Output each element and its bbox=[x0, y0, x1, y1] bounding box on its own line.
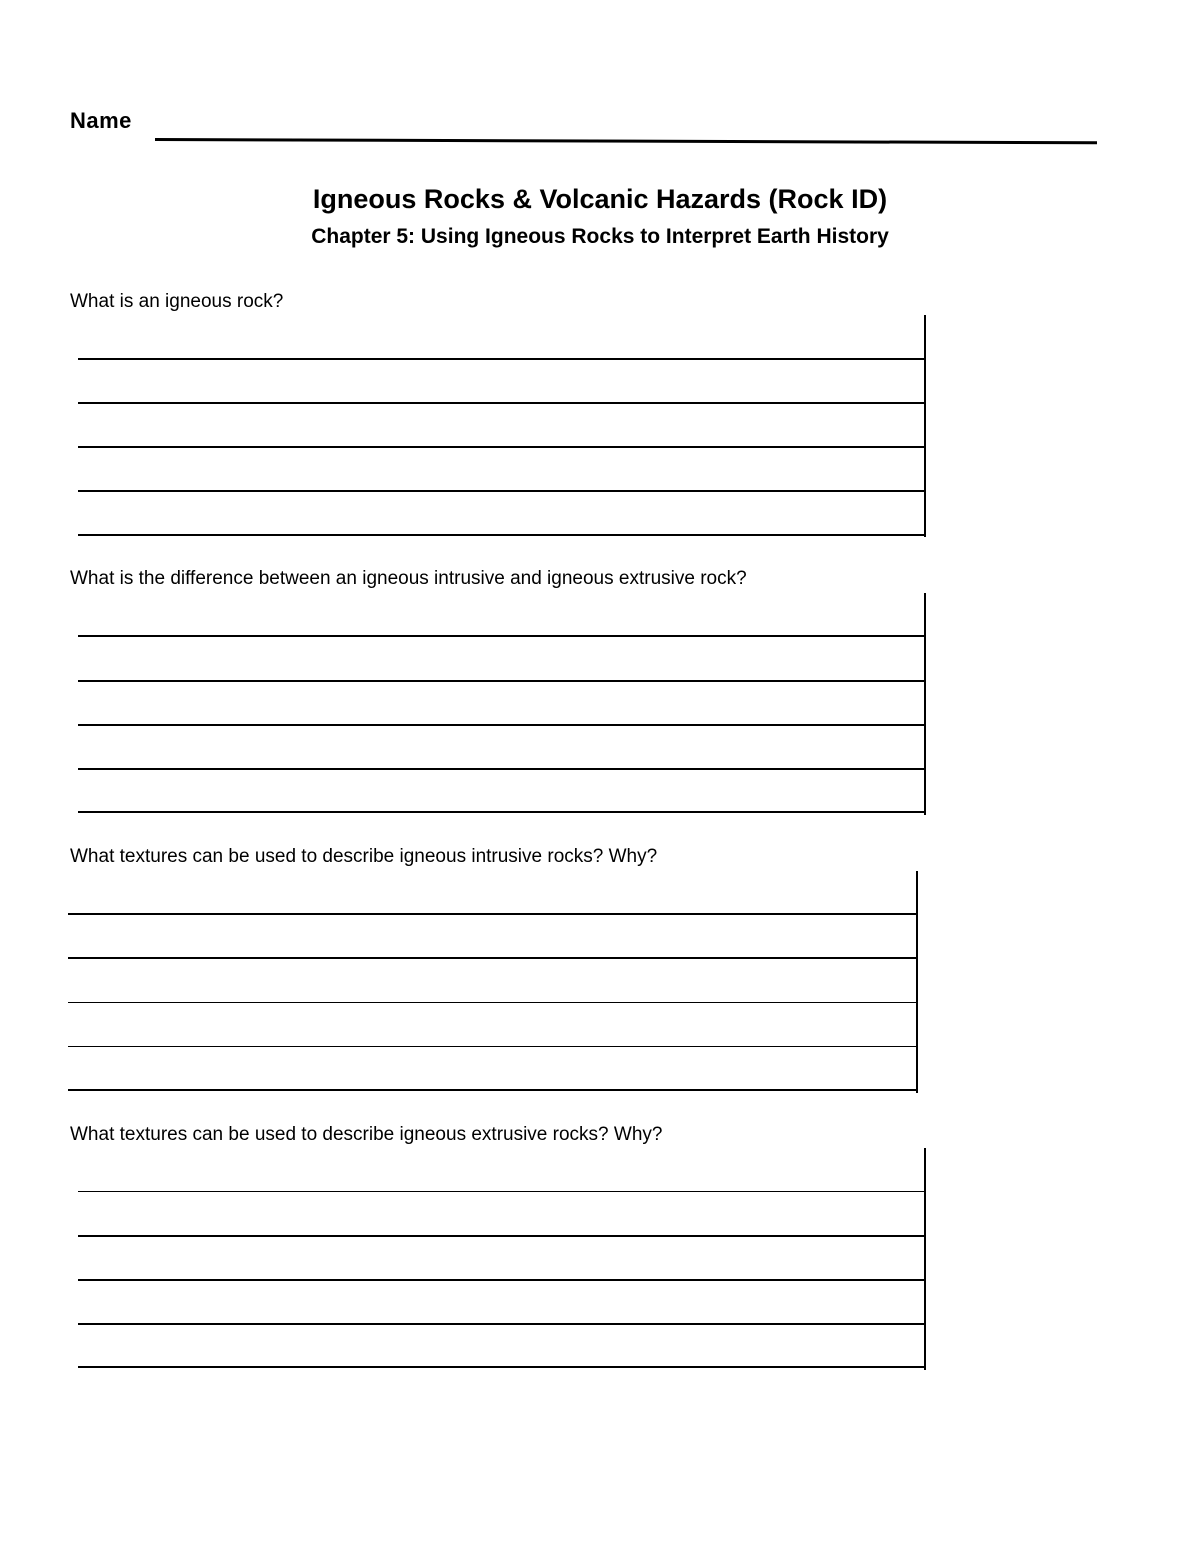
answer-area-1[interactable] bbox=[78, 315, 926, 537]
answer-line[interactable] bbox=[78, 635, 926, 637]
answer-line[interactable] bbox=[78, 768, 926, 770]
answer-line[interactable] bbox=[68, 913, 918, 915]
answer-line[interactable] bbox=[78, 1191, 926, 1192]
answer-line[interactable] bbox=[78, 811, 926, 813]
answer-area-border bbox=[924, 1148, 926, 1370]
answer-line[interactable] bbox=[68, 1089, 918, 1091]
answer-line[interactable] bbox=[78, 446, 926, 448]
answer-line[interactable] bbox=[78, 1235, 926, 1237]
answer-line[interactable] bbox=[78, 1323, 926, 1325]
page-subtitle: Chapter 5: Using Igneous Rocks to Interpret Earth History bbox=[311, 225, 889, 248]
question-3: What textures can be used to describe igneous intrusive rocks? Why? bbox=[70, 846, 658, 867]
name-field-line[interactable] bbox=[155, 138, 1097, 144]
answer-area-4[interactable] bbox=[78, 1148, 926, 1370]
answer-line[interactable] bbox=[78, 1366, 926, 1368]
name-label: Name bbox=[70, 108, 132, 133]
answer-line[interactable] bbox=[68, 1046, 918, 1047]
answer-area-2[interactable] bbox=[78, 593, 926, 815]
answer-line[interactable] bbox=[78, 534, 926, 536]
answer-area-border bbox=[924, 593, 926, 815]
answer-line[interactable] bbox=[78, 402, 926, 404]
answer-line[interactable] bbox=[78, 490, 926, 492]
answer-line[interactable] bbox=[78, 724, 926, 726]
answer-line[interactable] bbox=[68, 957, 918, 959]
answer-line[interactable] bbox=[78, 1279, 926, 1281]
answer-line[interactable] bbox=[68, 1002, 918, 1003]
answer-line[interactable] bbox=[78, 680, 926, 682]
question-4: What textures can be used to describe igneous extrusive rocks? Why? bbox=[70, 1124, 663, 1145]
answer-area-border bbox=[916, 871, 918, 1093]
answer-area-border bbox=[924, 315, 926, 537]
question-1: What is an igneous rock? bbox=[70, 291, 284, 312]
answer-line[interactable] bbox=[78, 358, 926, 360]
page-title: Igneous Rocks & Volcanic Hazards (Rock ID) bbox=[312, 184, 888, 214]
question-2: What is the difference between an igneous intrusive and igneous extrusive rock? bbox=[70, 568, 747, 589]
answer-area-3[interactable] bbox=[68, 871, 918, 1093]
